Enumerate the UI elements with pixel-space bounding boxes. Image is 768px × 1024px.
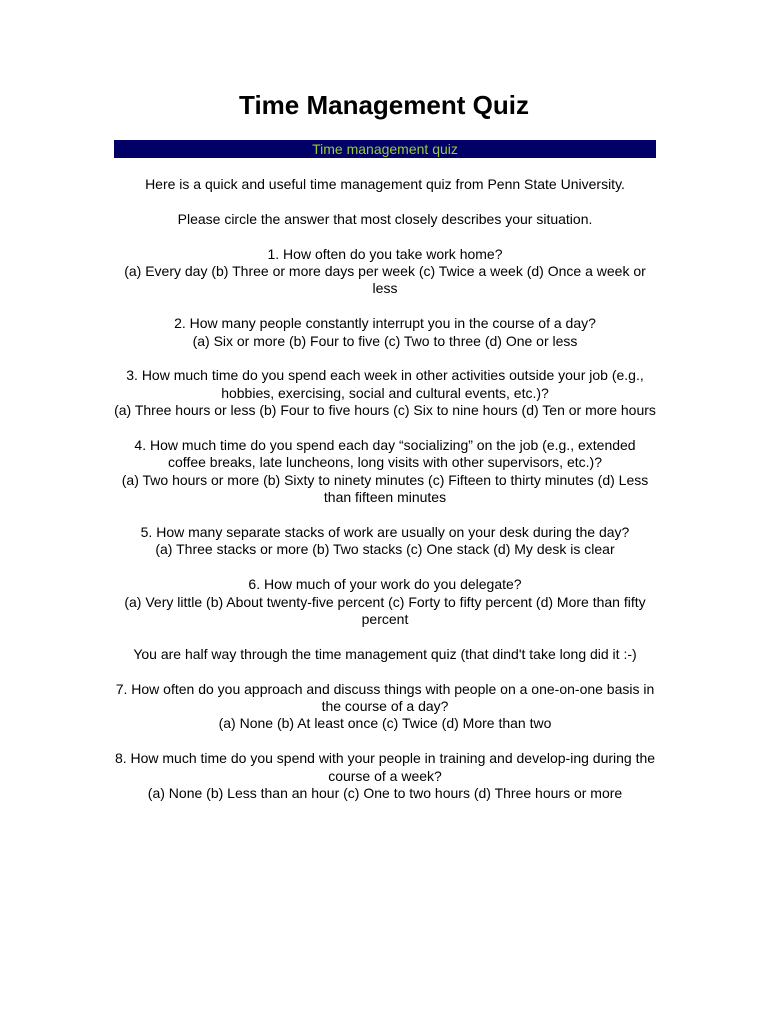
question-text: 3. How much time do you spend each week in other activities outside your job (e.g., hobbies, exercising, social and cultural events, etc.)?: [126, 367, 644, 401]
question-text: 1. How often do you take work home?: [267, 245, 503, 262]
intro-paragraph: [114, 176, 656, 193]
question-text: 5. How many separate stacks of work are usually on your desk during the day?: [140, 524, 630, 541]
text-line: Please circle the answer that most closely describes your situation.: [177, 210, 593, 227]
halfway-note: [114, 646, 656, 663]
instruction-paragraph: [114, 211, 656, 228]
question-text: 4. How much time do you spend each day “socializing” on the job (e.g., extended coffee breaks, late luncheons, long visits with other supervisors, etc.)?: [134, 437, 636, 471]
question-text: 8. How much time do you spend with your people in training and develop-ing during the course of a week?: [114, 750, 656, 784]
quiz-body: [114, 176, 656, 820]
question-text: 6. How much of your work do you delegate?: [248, 576, 522, 593]
question-4: [114, 437, 656, 507]
answer-options: (a) None (b) At least once (c) Twice (d) More than two: [218, 715, 552, 732]
question-5: [114, 524, 656, 559]
question-8: [114, 750, 656, 802]
banner-label: Time management quiz: [312, 141, 458, 157]
answer-options: (a) Two hours or more (b) Sixty to ninety minutes (c) Fifteen to thirty minutes (d) Less than fifteen minutes: [121, 471, 649, 506]
text-line: You are half way through the time management quiz (that dind't take long did it :-): [133, 645, 637, 662]
answer-options: (a) Very little (b) About twenty-five percent (c) Forty to fifty percent (d) More than fifty percent: [124, 593, 646, 628]
question-6: [114, 576, 656, 628]
question-2: [114, 315, 656, 350]
question-1: [114, 246, 656, 298]
question-7: [114, 681, 656, 733]
question-3: [114, 367, 656, 419]
question-text: 7. How often do you approach and discuss things with people on a one-on-one basis in the course of a day?: [115, 680, 655, 715]
section-banner: [114, 140, 656, 158]
answer-options: (a) Every day (b) Three or more days per week (c) Twice a week (d) Once a week or less: [124, 263, 646, 297]
question-text: 2. How many people constantly interrupt you in the course of a day?: [174, 315, 596, 332]
page-title: Time Management Quiz: [239, 90, 529, 120]
answer-options: (a) Three stacks or more (b) Two stacks (c) One stack (d) My desk is clear: [155, 541, 615, 558]
answer-options: (a) Six or more (b) Four to five (c) Two to three (d) One or less: [192, 332, 578, 349]
answer-options: (a) None (b) Less than an hour (c) One to two hours (d) Three hours or more: [147, 785, 623, 802]
answer-options: (a) Three hours or less (b) Four to five hours (c) Six to nine hours (d) Ten or more hours: [114, 402, 656, 419]
text-line: Here is a quick and useful time management quiz from Penn State University.: [145, 176, 625, 192]
